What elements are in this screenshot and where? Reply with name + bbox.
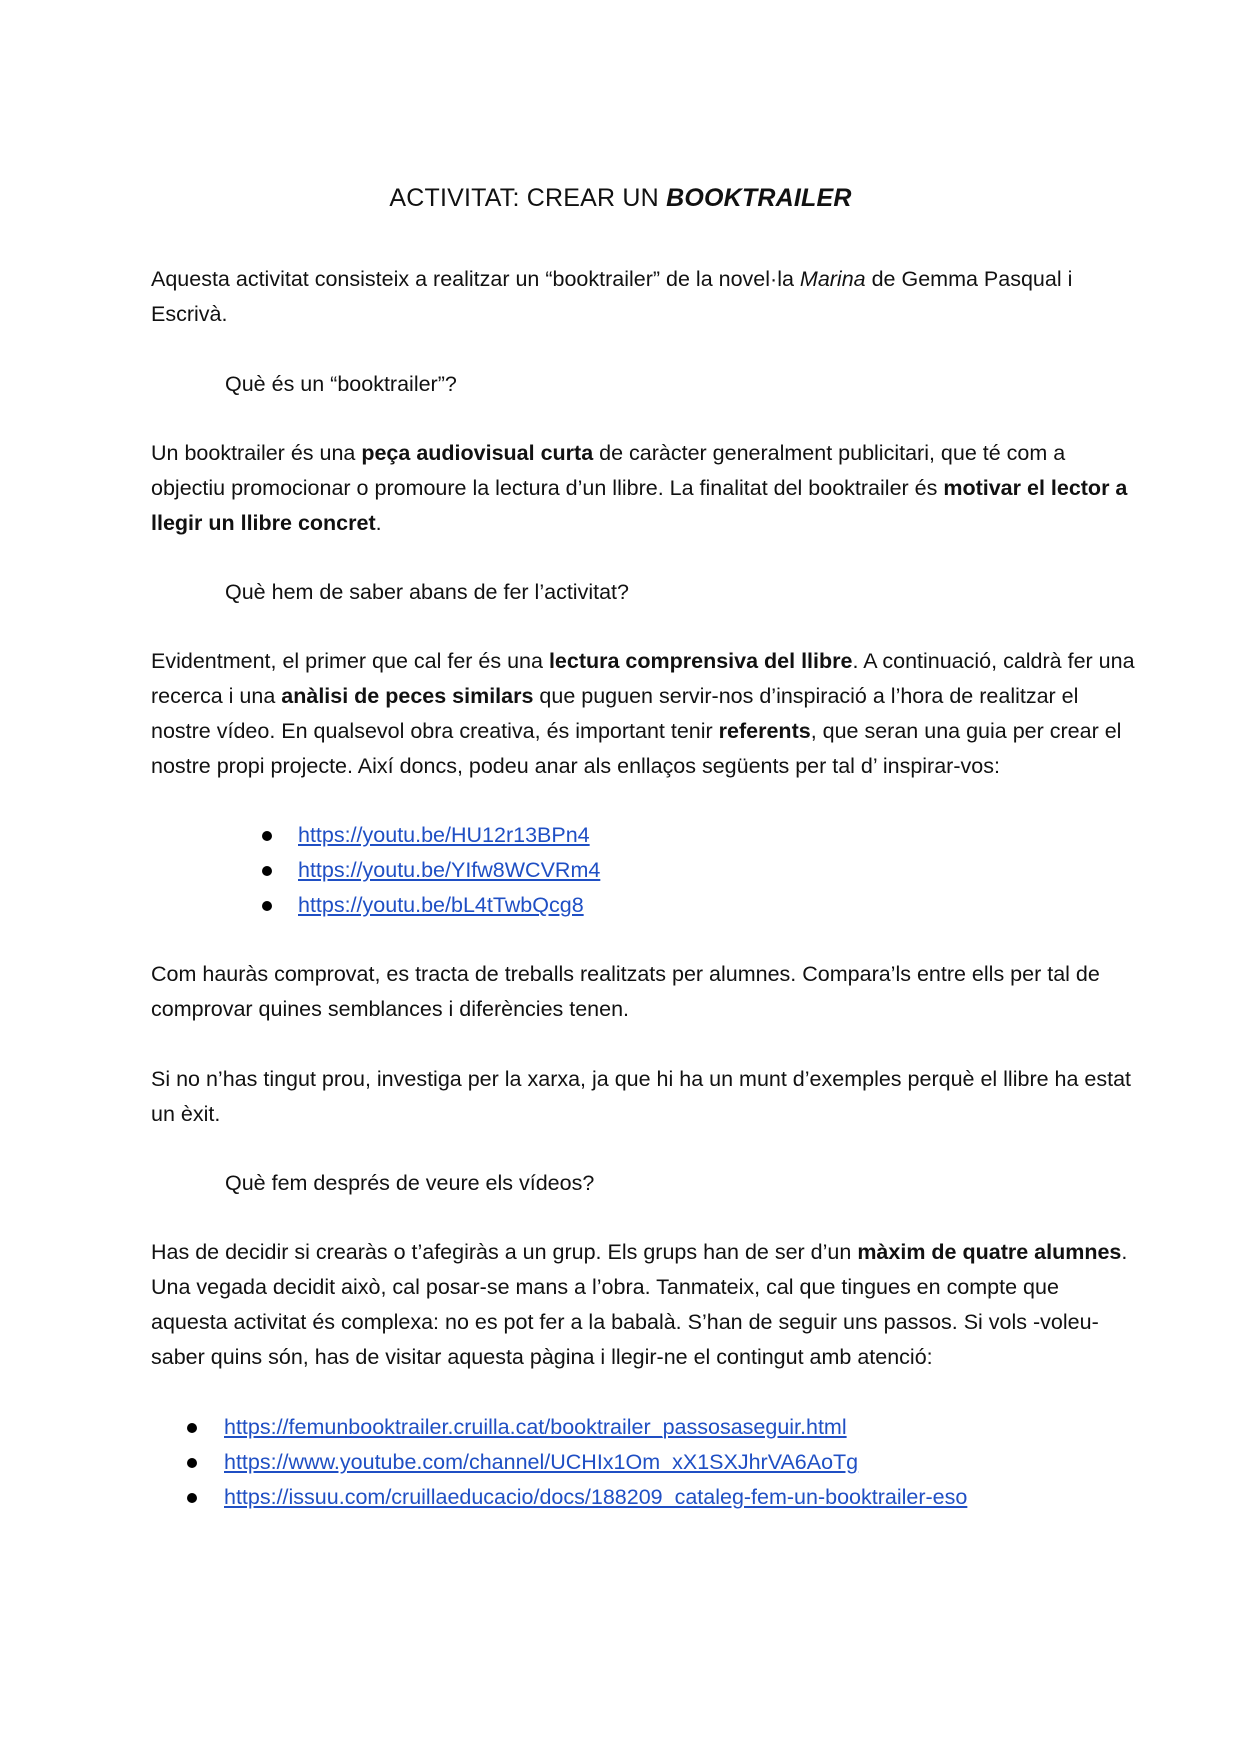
list-item: [262, 818, 600, 853]
group-paragraph: Has de decidir si crearàs o t’afegiràs a un grup. Els grups han de ser d’un màxim de quatre alumnes. Una vegada decidit això, cal posar-se mans a l’obra. Tanmateix, cal que tingues en compte que aquesta activitat és complexa: no es pot fer a la babalà. S’han de seguir uns passos. Si vols -voleu- saber quins són, has de visitar aquesta pàgina i llegir-ne el contingut amb atenció:: [151, 1240, 1128, 1369]
example-link-1[interactable]: https://youtu.be/HU12r13BPn4: [298, 823, 590, 847]
question-heading-2: Què hem de saber abans de fer l’activitat?: [225, 580, 629, 604]
preparation-paragraph: Evidentment, el primer que cal fer és una lectura comprensiva del llibre. A continuació, caldrà fer una recerca i una anàlisi de peces similars que puguen servir-nos d’inspiració a l’hora de realitzar el nostre vídeo. En qualsevol obra creativa, és important tenir referents, que seran una guia per crear el nostre propi projecte. Així doncs, podeu anar als enllaços següents per tal d’ inspirar-vos:: [151, 649, 1135, 778]
title-plain: ACTIVITAT: CREAR UN: [389, 184, 667, 212]
list-item: [262, 853, 600, 888]
novel-title: Marina: [799, 267, 866, 291]
bullet-icon: [187, 1493, 197, 1503]
bullet-icon: [262, 866, 272, 876]
bullet-icon: [187, 1458, 197, 1468]
resource-link-2[interactable]: https://www.youtube.com/channel/UCHIx1Om_xX1SXJhrVA6AoTg: [224, 1450, 859, 1474]
intro-paragraph: Aquesta activitat consisteix a realitzar un “booktrailer” de la novel·la Marina de Gemma Pasqual i Escrivà.: [151, 267, 1073, 326]
resource-link-3[interactable]: https://issuu.com/cruillaeducacio/docs/188209_cataleg-fem-un-booktrailer-eso: [224, 1485, 968, 1509]
research-paragraph: Si no n’has tingut prou, investiga per la xarxa, ja que hi ha un munt d’exemples perquè el llibre ha estat un èxit.: [151, 1067, 1132, 1126]
question-heading-1: Què és un “booktrailer”?: [225, 372, 457, 396]
example-link-2[interactable]: https://youtu.be/YIfw8WCVRm4: [298, 858, 601, 882]
resource-links-list: [187, 1410, 967, 1515]
list-item: [187, 1445, 967, 1480]
bullet-icon: [187, 1423, 197, 1433]
page-title: [0, 184, 1241, 213]
resource-link-1[interactable]: https://femunbooktrailer.cruilla.cat/booktrailer_passosaseguir.html: [224, 1415, 847, 1439]
definition-paragraph: Un booktrailer és una peça audiovisual curta de caràcter generalment publicitari, que té com a objectiu promocionar o promoure la lectura d’un llibre. La finalitat del booktrailer és motivar el lector a llegir un llibre concret.: [151, 441, 1128, 535]
list-item: [262, 888, 600, 923]
example-links-list: [262, 818, 600, 923]
title-emphasis: BOOKTRAILER: [666, 184, 852, 212]
comparison-paragraph: Com hauràs comprovat, es tracta de treballs realitzats per alumnes. Compara’ls entre ells per tal de comprovar quines semblances i diferències tenen.: [151, 962, 1100, 1021]
question-heading-3: Què fem després de veure els vídeos?: [225, 1171, 595, 1195]
bullet-icon: [262, 831, 272, 841]
bullet-icon: [262, 901, 272, 911]
list-item: [187, 1410, 967, 1445]
list-item: [187, 1480, 967, 1515]
example-link-3[interactable]: https://youtu.be/bL4tTwbQcg8: [298, 893, 584, 917]
